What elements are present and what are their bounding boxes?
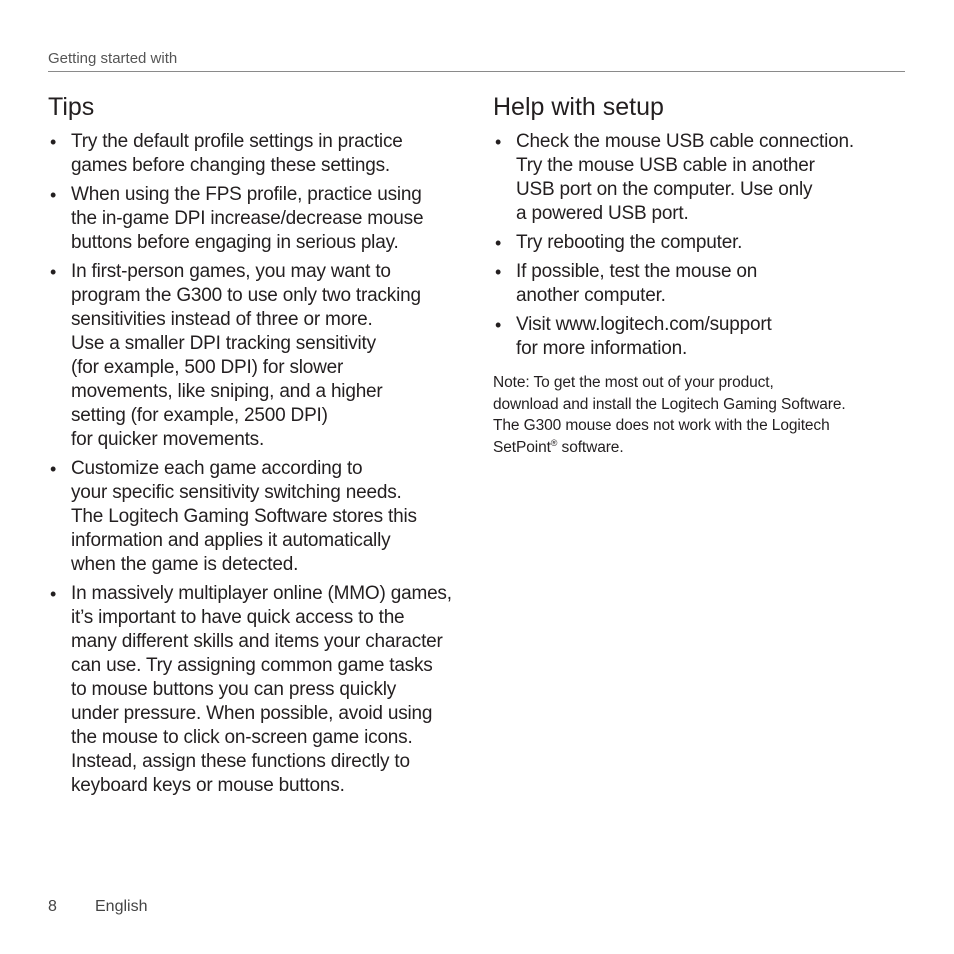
tips-heading: Tips bbox=[48, 93, 95, 121]
running-header: Getting started with bbox=[48, 50, 178, 67]
setup-note bbox=[493, 372, 905, 458]
tip-item: • Customize each game according to your specific sensitivity switching needs. The Logitech Gaming Software stores this information and applies it automatically when the game is detected. bbox=[48, 457, 468, 577]
help-list bbox=[493, 130, 905, 361]
help-item: • If possible, test the mouse on another computer. bbox=[493, 260, 905, 308]
note-end: software. bbox=[557, 438, 624, 456]
note-text: Note: To get the most out of your product, download and install the Logitech Gaming Software. The G300 mouse does not work with the Logitech SetPoint bbox=[493, 374, 846, 456]
header-rule bbox=[48, 71, 905, 72]
tip-item: • When using the FPS profile, practice using the in-game DPI increase/decrease mouse buttons before engaging in serious play. bbox=[48, 183, 468, 255]
help-item: • Try rebooting the computer. bbox=[493, 231, 905, 255]
footer-language: English bbox=[95, 898, 148, 915]
help-item: • Visit www.logitech.com/support for more information. bbox=[493, 313, 905, 361]
help-section bbox=[493, 92, 905, 474]
registered-mark: ® bbox=[550, 437, 558, 448]
tip-item: • Try the default profile settings in practice games before changing these settings. bbox=[48, 130, 468, 178]
help-heading: Help with setup bbox=[493, 93, 664, 121]
page-number: 8 bbox=[48, 898, 57, 915]
tip-item: • In first-person games, you may want to program the G300 to use only two tracking sensitivities instead of three or more. Use a smaller DPI tracking sensitivity (for example, 500 DPI) for slower movements, like sniping, and a higher setting (for example, 2500 DPI) for quicker movements. bbox=[48, 260, 468, 452]
tip-item: • In massively multiplayer online (MMO) games, it’s important to have quick access to the many different skills and items your character can use. Try assigning common game tasks to mouse buttons you can press quickly under pressure. When possible, avoid using the mouse to click on-screen game icons. Instead, assign these functions directly to keyboard keys or mouse buttons. bbox=[48, 582, 468, 798]
tips-section bbox=[48, 92, 468, 803]
help-item: • Check the mouse USB cable connection. Try the mouse USB cable in another USB port on the computer. Use only a powered USB port. bbox=[493, 130, 905, 226]
tips-list bbox=[48, 130, 468, 798]
